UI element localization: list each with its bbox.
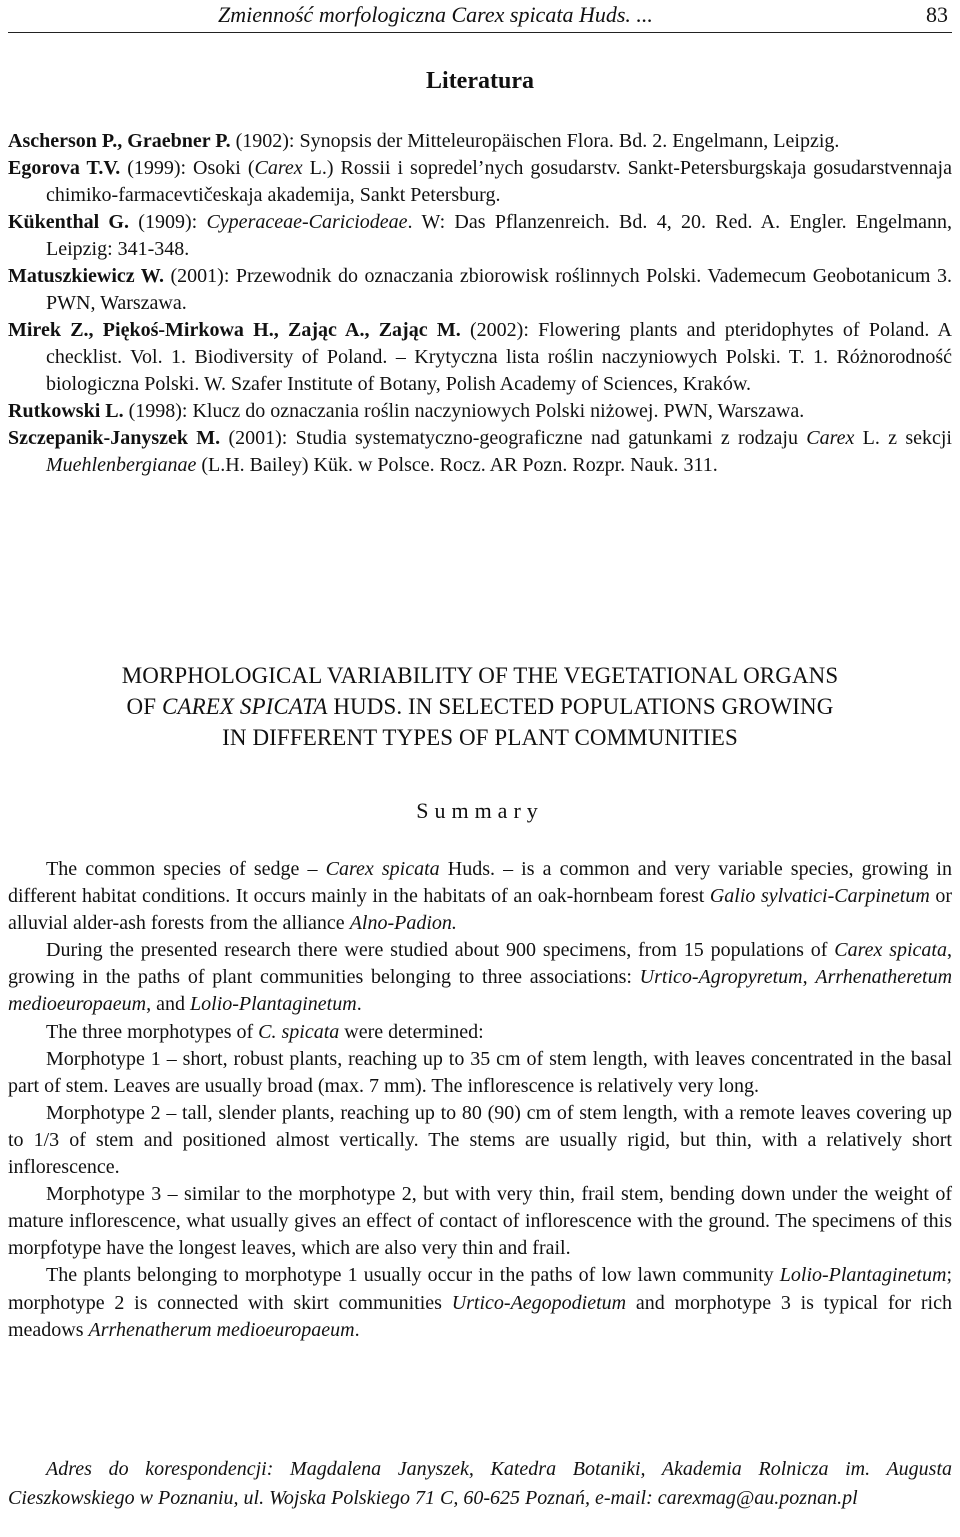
species-name: Carex spicata xyxy=(834,939,947,962)
text: During the presented research there were studied about 900 specimens, from 15 populations of xyxy=(46,939,835,962)
reference-text: (2001): Studia systematyczno-geograficzne nad gatunkami z rodzaju xyxy=(220,427,807,449)
alliance-name: Alno-Padion. xyxy=(349,912,457,935)
association-name: Arrhenatheretum medioeuropaeum xyxy=(8,966,953,1016)
reference-item xyxy=(8,155,952,209)
reference-authors: Kükenthal G. xyxy=(8,211,129,233)
reference-item xyxy=(8,128,952,155)
association-name: Lolio-Plantaginetum xyxy=(190,993,357,1016)
species-name: C. spicata xyxy=(258,1020,340,1043)
english-title-line xyxy=(0,691,960,722)
header-rule xyxy=(8,32,952,33)
reference-text: L.) Rossii i sopredel’nych gosudarstv. Sankt-Petersburgskaja gosudarstvennaja chimiko-farmacevtičeskaja akademija, Sankt Petersburg. xyxy=(46,157,952,206)
reference-italic: Carex xyxy=(254,157,303,179)
reference-authors: Egorova T.V. xyxy=(8,157,121,179)
association-name: Urtico-Aegopodietum xyxy=(451,1291,627,1314)
page-number: 83 xyxy=(926,2,948,27)
reference-item xyxy=(8,317,952,398)
reference-italic: Carex xyxy=(806,427,855,449)
summary-paragraph: Morphotype 3 – similar to the morphotype 2, but with very thin, frail stem, bending down under the weight of mature inflorescence, what usually gives an effect of contact of inflorescence with the ground. The specimens of this morpfotype have the longest leaves, which are also very thin and frail. xyxy=(8,1183,952,1260)
literature-heading: Literatura xyxy=(426,68,534,94)
text: The plants belonging to morphotype 1 usually occur in the paths of low lawn community xyxy=(46,1264,780,1287)
reference-text: . W: Das Pflanzenreich. Bd. 4, 20. Red. A. Engler. Engelmann, Leipzig: 341-348. xyxy=(46,211,952,260)
running-title: Zmienność morfologiczna Carex spicata Huds. ... xyxy=(218,2,653,27)
reference-authors: Matuszkiewicz W. xyxy=(8,265,164,287)
reference-item xyxy=(8,263,952,317)
reference-authors: Rutkowski L. xyxy=(8,400,124,422)
text: ; morphotype 2 is connected with skirt communities xyxy=(8,1264,952,1314)
text: and morphotype 3 is typical for rich meadows xyxy=(8,1291,952,1341)
summary-paragraph xyxy=(8,1262,952,1343)
summary-paragraph: Morphotype 2 – tall, slender plants, reaching up to 80 (90) cm of stem length, with a remote leaves covering up to 1/3 of stem and positioned almost vertically. The stems are usually rigid, but thin, with a relatively short inflorescence. xyxy=(8,1101,952,1179)
text: were determined: xyxy=(339,1020,484,1043)
address-text: Adres do korespondencji: Magdalena Janyszek, Katedra Botaniki, Akademia Rolnicza im. Augusta Cieszkowskiego w Poznaniu, ul. Wojska Polskiego 71 C, 60-625 Poznań, e-mail: carexmag@au.poznan.pl xyxy=(8,1458,952,1509)
association-name: Arrhenatherum medioeuropaeum xyxy=(88,1318,355,1341)
title-species: CAREX SPICATA xyxy=(162,694,328,719)
correspondence-address xyxy=(8,1455,952,1513)
reference-authors: Szczepanik-Janyszek M. xyxy=(8,427,221,449)
reference-text: L. z sekcji xyxy=(854,427,952,449)
reference-item xyxy=(8,209,952,263)
association-name: Galio sylvatici-Carpinetum xyxy=(709,885,930,908)
reference-text: (1998): Klucz do oznaczania roślin naczyniowych Polski niżowej. PWN, Warszawa. xyxy=(123,400,805,422)
association-name: Urtico-Agropyretum xyxy=(639,966,803,989)
reference-text: (1909): xyxy=(129,211,207,233)
reference-authors: Mirek Z., Piękoś-Mirkowa H., Zając A., Zając M. xyxy=(8,319,461,341)
text: The three morphotypes of xyxy=(46,1020,259,1043)
reference-italic: Cyperaceae-Cariciodeae xyxy=(206,211,408,233)
title-text: HUDS. IN SELECTED POPULATIONS GROWING xyxy=(327,694,834,719)
text: . xyxy=(354,1318,360,1341)
reference-item xyxy=(8,425,952,479)
summary-heading: Summary xyxy=(416,798,544,823)
summary-body xyxy=(8,856,952,1344)
reference-authors: Ascherson P., Graebner P. xyxy=(8,130,231,152)
reference-text: (2002): Flowering plants and pteridophytes of Poland. A checklist. Vol. 1. Biodiversity of Poland. – Krytyczna lista roślin naczyniowych Polski. T. 1. Różnorodność biologiczna Polski. W. Szafer Institute of Botany, Polish Academy of Sciences, Kraków. xyxy=(46,319,952,395)
reference-item xyxy=(8,398,952,425)
text: Huds. – is a common and very variable species, growing in different habitat conditions. It occurs mainly in the habitats of an oak-hornbeam forest xyxy=(8,858,952,908)
text: The common species of sedge – xyxy=(46,858,326,880)
reference-text: (L.H. Bailey) Kük. w Polsce. Rocz. AR Pozn. Rozpr. Nauk. 311. xyxy=(196,454,718,476)
text: , growing in the paths of plant communities belonging to three associations: xyxy=(8,939,952,989)
text: . xyxy=(356,993,362,1016)
summary-paragraph xyxy=(8,856,952,937)
text: , xyxy=(802,966,816,989)
reference-list xyxy=(8,128,952,479)
title-text: OF xyxy=(126,694,162,719)
text: or alluvial alder-ash forests from the alliance xyxy=(8,885,953,935)
english-title-line: MORPHOLOGICAL VARIABILITY OF THE VEGETATIONAL ORGANS xyxy=(121,663,839,688)
reference-text: (2001): Przewodnik do oznaczania zbiorowisk roślinnych Polski. Vademecum Geobotanicum 3. PWN, Warszawa. xyxy=(46,265,953,314)
reference-italic: Muehlenbergianae xyxy=(46,454,197,476)
summary-paragraph: Morphotype 1 – short, robust plants, reaching up to 35 cm of stem length, with leaves concentrated in the basal part of stem. Leaves are usually broad (max. 7 mm). The inflorescence is relatively very long. xyxy=(8,1047,952,1097)
running-header xyxy=(8,0,952,30)
summary-paragraph xyxy=(8,937,952,1018)
english-title xyxy=(0,660,960,753)
reference-text: (1902): Synopsis der Mitteleuropäischen Flora. Bd. 2. Engelmann, Leipzig. xyxy=(230,130,840,152)
reference-text: (1999): Osoki ( xyxy=(120,157,255,179)
english-title-line: IN DIFFERENT TYPES OF PLANT COMMUNITIES xyxy=(222,725,738,750)
species-name: Carex spicata xyxy=(325,858,440,880)
summary-paragraph xyxy=(8,1019,952,1046)
association-name: Lolio-Plantaginetum xyxy=(779,1264,947,1287)
text: , and xyxy=(146,993,191,1016)
